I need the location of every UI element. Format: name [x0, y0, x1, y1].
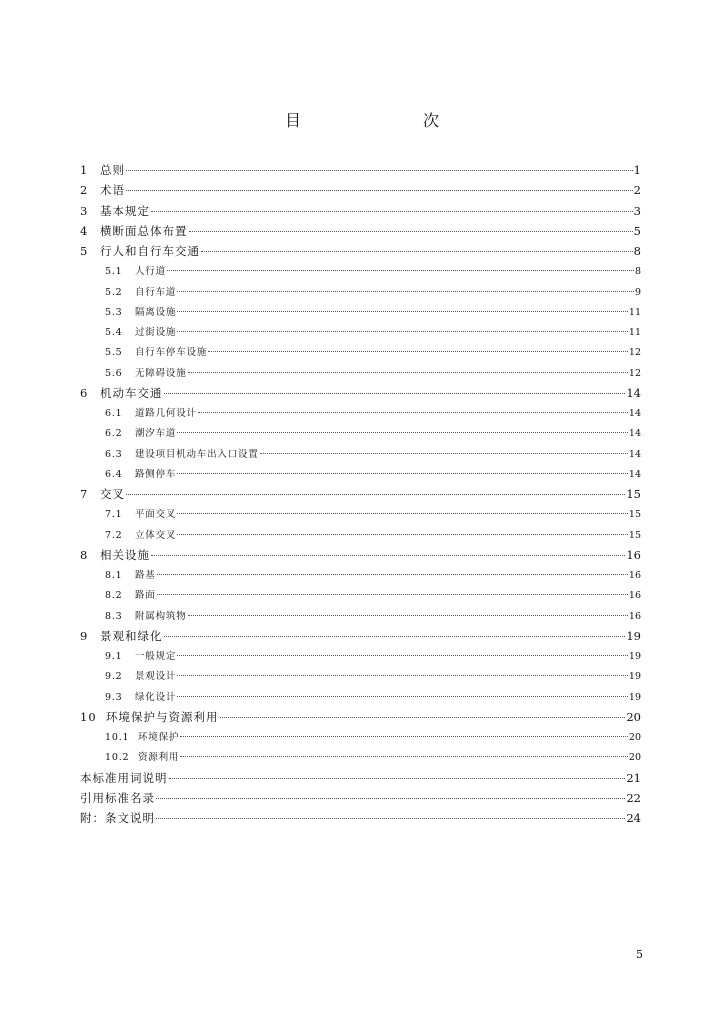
toc-entry-page: 16	[628, 590, 641, 602]
toc-entry[interactable]	[80, 810, 641, 830]
toc-entry[interactable]	[80, 749, 641, 769]
toc-entry-number: 7.1	[105, 509, 123, 521]
toc-entry-page: 11	[628, 306, 641, 318]
toc-entry[interactable]	[80, 790, 641, 810]
toc-entry-label: 环境保护	[138, 732, 180, 743]
toc-entry-number: 6.1	[105, 408, 123, 419]
toc-entry[interactable]	[80, 770, 641, 790]
toc-entry-page: 14	[626, 385, 641, 400]
toc-entry-number: 8.1	[105, 570, 123, 581]
toc-entry-number: 7.2	[105, 529, 123, 541]
toc-entry[interactable]	[80, 709, 641, 729]
toc-entry-page: 20	[626, 709, 641, 724]
toc-entry-label: 潮汐车道	[135, 428, 177, 440]
toc-entry[interactable]	[80, 648, 641, 668]
toc-entry-label: 相关设施	[100, 547, 150, 562]
page-title: 目 次	[284, 111, 469, 130]
toc-entry-number: 5.4	[105, 327, 123, 338]
toc-entry-page: 8	[634, 266, 641, 278]
toc-entry-label: 自行车停车设施	[135, 347, 208, 359]
toc-dot-leader	[177, 675, 628, 676]
toc-entry-page: 20	[628, 732, 641, 743]
toc-entry-page: 15	[628, 529, 641, 541]
toc-entry[interactable]	[80, 425, 641, 445]
toc-entry[interactable]	[80, 385, 641, 405]
toc-entry[interactable]	[80, 527, 641, 547]
toc-entry-label: 引用标准名录	[80, 790, 155, 805]
toc-entry-label: 过街设施	[135, 327, 177, 338]
toc-dot-leader	[177, 331, 628, 332]
toc-entry-label: 自行车道	[135, 286, 177, 298]
toc-entry-page: 1	[633, 163, 641, 177]
toc-dot-leader	[151, 211, 633, 212]
toc-dot-leader	[198, 412, 628, 413]
toc-dot-leader	[164, 393, 626, 394]
toc-entry-number: 10	[80, 709, 97, 724]
toc-entry-number: 7	[80, 487, 89, 501]
toc-dot-leader	[188, 372, 628, 373]
toc-dot-leader	[169, 778, 626, 779]
toc-entry-number: 5.1	[105, 266, 123, 278]
toc-entry[interactable]	[80, 304, 641, 324]
toc-dot-leader	[177, 432, 628, 433]
toc-entry[interactable]	[80, 587, 641, 607]
toc-entry-label: 交叉	[100, 487, 125, 501]
toc-entry[interactable]	[80, 344, 641, 364]
toc-entry-page: 14	[628, 428, 641, 440]
toc-entry-label: 附：条文说明	[80, 811, 155, 825]
toc-dot-leader	[177, 534, 628, 535]
toc-entry-label: 机动车交通	[100, 385, 163, 400]
toc-dot-leader	[126, 190, 633, 191]
toc-entry-page: 5	[633, 223, 641, 238]
toc-entry[interactable]	[80, 446, 641, 466]
toc-entry-number: 6.2	[105, 428, 123, 440]
toc-dot-leader	[157, 594, 628, 595]
toc-dot-leader	[260, 453, 628, 454]
toc-entry-page: 12	[628, 367, 641, 379]
toc-entry[interactable]	[80, 284, 641, 304]
toc-entry[interactable]	[80, 324, 641, 344]
toc-entry-page: 9	[634, 286, 641, 298]
toc-entry[interactable]	[80, 182, 641, 202]
toc-entry[interactable]	[80, 365, 641, 385]
toc-dot-leader	[177, 655, 628, 656]
toc-entry-label: 无障碍设施	[135, 367, 187, 379]
toc-entry-page: 16	[628, 610, 641, 622]
toc-entry-number: 5.6	[105, 367, 123, 379]
toc-entry-label: 绿化设计	[135, 691, 177, 703]
toc-dot-leader	[167, 270, 634, 271]
toc-entry-number: 8.3	[105, 610, 123, 622]
toc-entry-page: 16	[628, 570, 641, 581]
toc-entry-number: 9.2	[105, 671, 123, 683]
toc-entry-number: 6.3	[105, 448, 123, 460]
toc-entry-label: 人行道	[135, 266, 166, 278]
toc-entry[interactable]	[80, 162, 641, 182]
toc-entry-page: 20	[628, 752, 641, 764]
toc-entry-page: 14	[628, 408, 641, 419]
toc-entry-label: 隔离设施	[135, 306, 177, 318]
toc-entry-page: 15	[628, 509, 641, 521]
toc-entry[interactable]	[80, 729, 641, 749]
toc-entry[interactable]	[80, 263, 641, 283]
toc-dot-leader	[151, 555, 625, 556]
toc-dot-leader	[177, 291, 634, 292]
toc-entry-page: 14	[628, 448, 641, 460]
toc-entry-number: 9.3	[105, 691, 123, 703]
toc-entry-number: 10.2	[105, 752, 130, 764]
toc-dot-leader	[164, 636, 626, 637]
toc-entry-label: 道路几何设计	[135, 408, 197, 419]
toc-entry-label: 路面	[135, 590, 156, 602]
toc-entry-label: 横断面总体布置	[100, 223, 188, 238]
toc-dot-leader	[126, 170, 633, 171]
toc-dot-leader	[177, 513, 628, 514]
toc-dot-leader	[177, 696, 628, 697]
toc-entry-label: 平面交叉	[135, 509, 177, 521]
toc-entry-page: 19	[626, 628, 641, 643]
toc-entry-number: 6	[80, 385, 89, 400]
toc-entry[interactable]	[80, 628, 641, 648]
toc-dot-leader	[201, 251, 633, 252]
toc-entry-label: 路侧停车	[135, 468, 177, 480]
toc-entry-number: 9.1	[105, 651, 123, 662]
toc-entry-page: 3	[633, 203, 641, 218]
toc-dot-leader	[156, 798, 625, 799]
table-of-contents	[80, 162, 641, 830]
toc-entry-label: 术语	[100, 183, 125, 198]
toc-entry-label: 景观设计	[135, 671, 177, 683]
toc-entry[interactable]	[80, 486, 641, 506]
toc-entry[interactable]	[80, 466, 641, 486]
toc-entry-number: 5.2	[105, 286, 123, 298]
toc-entry-page: 21	[626, 770, 641, 785]
toc-entry-page: 24	[626, 811, 641, 825]
toc-entry-label: 一般规定	[135, 651, 177, 662]
toc-dot-leader	[208, 351, 628, 352]
toc-dot-leader	[188, 615, 628, 616]
toc-dot-leader	[126, 494, 625, 495]
toc-entry[interactable]	[80, 243, 641, 263]
toc-entry-label: 总则	[100, 163, 125, 177]
toc-entry[interactable]	[80, 405, 641, 425]
toc-entry-label: 基本规定	[100, 203, 150, 218]
toc-entry-number: 1	[80, 163, 89, 177]
toc-entry-page: 11	[628, 327, 641, 338]
toc-entry[interactable]	[80, 203, 641, 223]
toc-entry-page: 2	[633, 183, 641, 198]
toc-entry-page: 14	[628, 468, 641, 480]
toc-entry-page: 19	[628, 691, 641, 703]
toc-entry[interactable]	[80, 567, 641, 587]
toc-entry-label: 立体交叉	[135, 529, 177, 541]
toc-dot-leader	[177, 311, 628, 312]
toc-entry-label: 建设项目机动车出入口设置	[135, 448, 259, 460]
toc-dot-leader	[189, 231, 633, 232]
toc-entry-page: 12	[628, 347, 641, 359]
toc-entry[interactable]	[80, 547, 641, 567]
toc-entry-label: 本标准用词说明	[80, 770, 168, 785]
toc-entry-label: 资源利用	[138, 752, 180, 764]
toc-entry-number: 5	[80, 244, 89, 258]
toc-entry-label: 附属构筑物	[135, 610, 187, 622]
toc-entry-number: 2	[80, 183, 89, 198]
toc-entry-number: 8.2	[105, 590, 123, 602]
toc-entry-number: 6.4	[105, 468, 123, 480]
toc-entry-number: 8	[80, 547, 89, 562]
page-number: 5	[636, 948, 643, 961]
toc-entry-number: 4	[80, 223, 89, 238]
toc-dot-leader	[157, 574, 628, 575]
toc-dot-leader	[177, 473, 628, 474]
toc-dot-leader	[180, 736, 628, 737]
toc-entry-label: 环境保护与资源利用	[106, 709, 219, 724]
toc-entry-page: 8	[633, 244, 641, 258]
toc-entry-page: 19	[628, 671, 641, 683]
toc-entry-number: 10.1	[105, 732, 130, 743]
toc-entry-page: 15	[626, 487, 641, 501]
toc-entry[interactable]	[80, 223, 641, 243]
toc-entry-label: 行人和自行车交通	[100, 244, 200, 258]
toc-entry-number: 9	[80, 628, 89, 643]
toc-entry[interactable]	[80, 668, 641, 688]
toc-dot-leader	[220, 717, 626, 718]
toc-entry-label: 景观和绿化	[100, 628, 163, 643]
toc-entry[interactable]	[80, 689, 641, 709]
toc-entry-label: 路基	[135, 570, 156, 581]
toc-dot-leader	[156, 818, 625, 819]
toc-dot-leader	[180, 756, 628, 757]
toc-entry-page: 22	[626, 790, 641, 805]
toc-entry-number: 5.3	[105, 306, 123, 318]
toc-entry[interactable]	[80, 608, 641, 628]
toc-entry-number: 5.5	[105, 347, 123, 359]
toc-entry-number: 3	[80, 203, 89, 218]
toc-entry-page: 16	[626, 547, 641, 562]
toc-entry[interactable]	[80, 506, 641, 526]
toc-entry-page: 19	[628, 651, 641, 662]
